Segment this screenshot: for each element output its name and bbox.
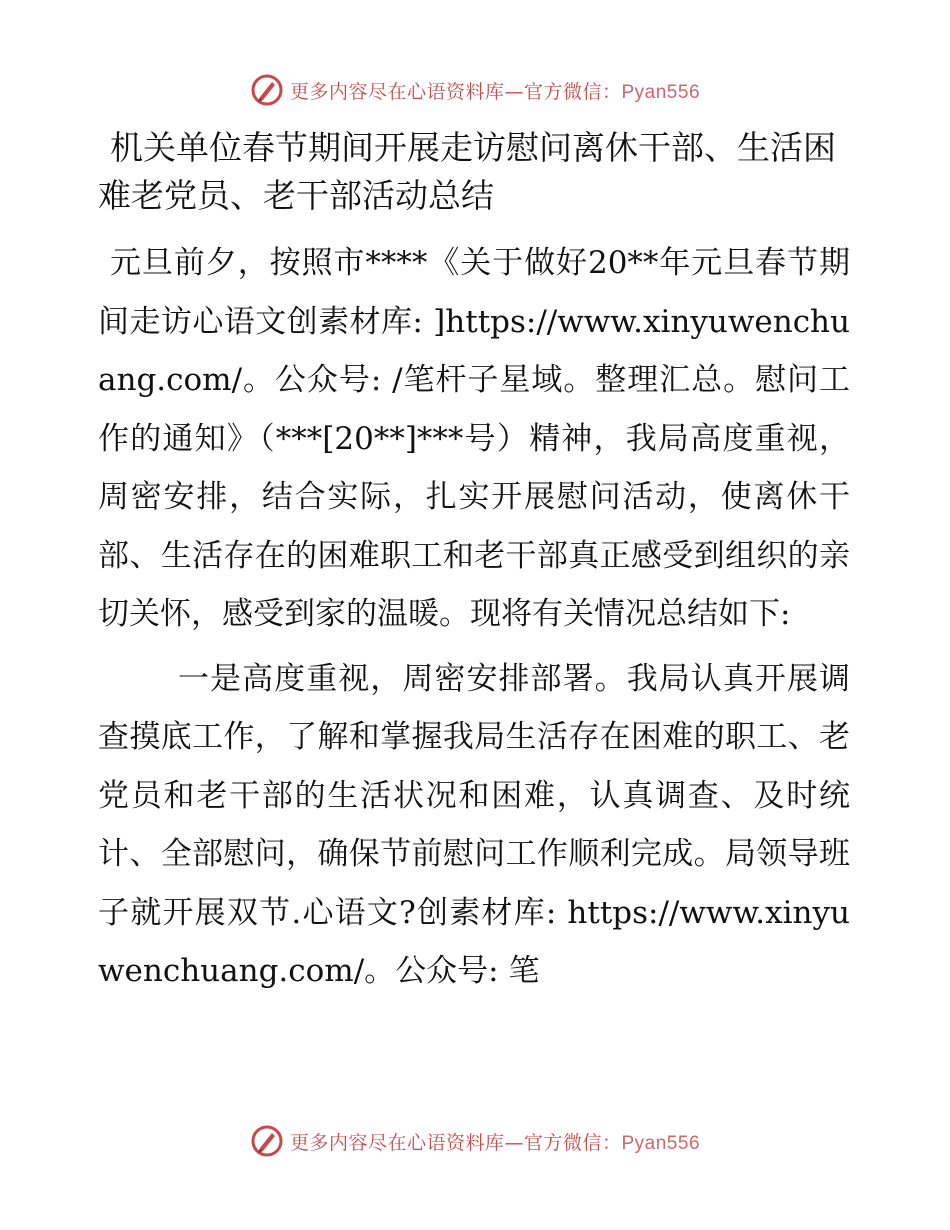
footer-watermark-banner	[0, 1121, 950, 1161]
paragraph-point-one: 一是高度重视，周密安排部署。我局认真开展调查摸底工作，了解和掌握我局生活存在困难的职工、老党员和老干部的生活状况和困难，认真调查、及时统计、全部慰问，确保节前慰问工作顺利完成。局领导班子就开展双节.心语文?创素材库: https://www.xinyuwenchuang.com/。公众号: 笔	[98, 660, 850, 989]
header-banner-text	[290, 77, 700, 104]
pen-seal-icon	[250, 73, 284, 107]
document-title: 机关单位春节期间开展走访慰问离休干部、生活困难老党员、老干部活动总结	[98, 128, 836, 215]
footer-banner-account: Pyan556	[621, 1132, 701, 1154]
header-banner-account: Pyan556	[621, 81, 701, 103]
header-banner-label: 更多内容尽在心语资料库—官方微信：	[289, 80, 622, 103]
pen-seal-icon	[250, 1124, 284, 1158]
footer-banner-label: 更多内容尽在心语资料库—官方微信：	[289, 1131, 622, 1154]
document-body	[98, 124, 850, 1001]
paragraph-intro: 元旦前夕，按照市****《关于做好20**年元旦春节期间走访心语文创素材库: ]https://www.xinyuwenchuang.com/。公众号: /笔杆子星域。整理汇总。慰问工作的通知》（***[20**]***号）精神，我局高度重视，周密安排，结合实际，扎实开展慰问活动，使离休干部、生活存在的困难职工和老干部真正感受到组织的亲切关怀，感受到家的温暖。现将有关情况总结如下:	[98, 245, 850, 632]
header-watermark-banner	[0, 70, 950, 110]
footer-banner-text	[290, 1128, 700, 1155]
